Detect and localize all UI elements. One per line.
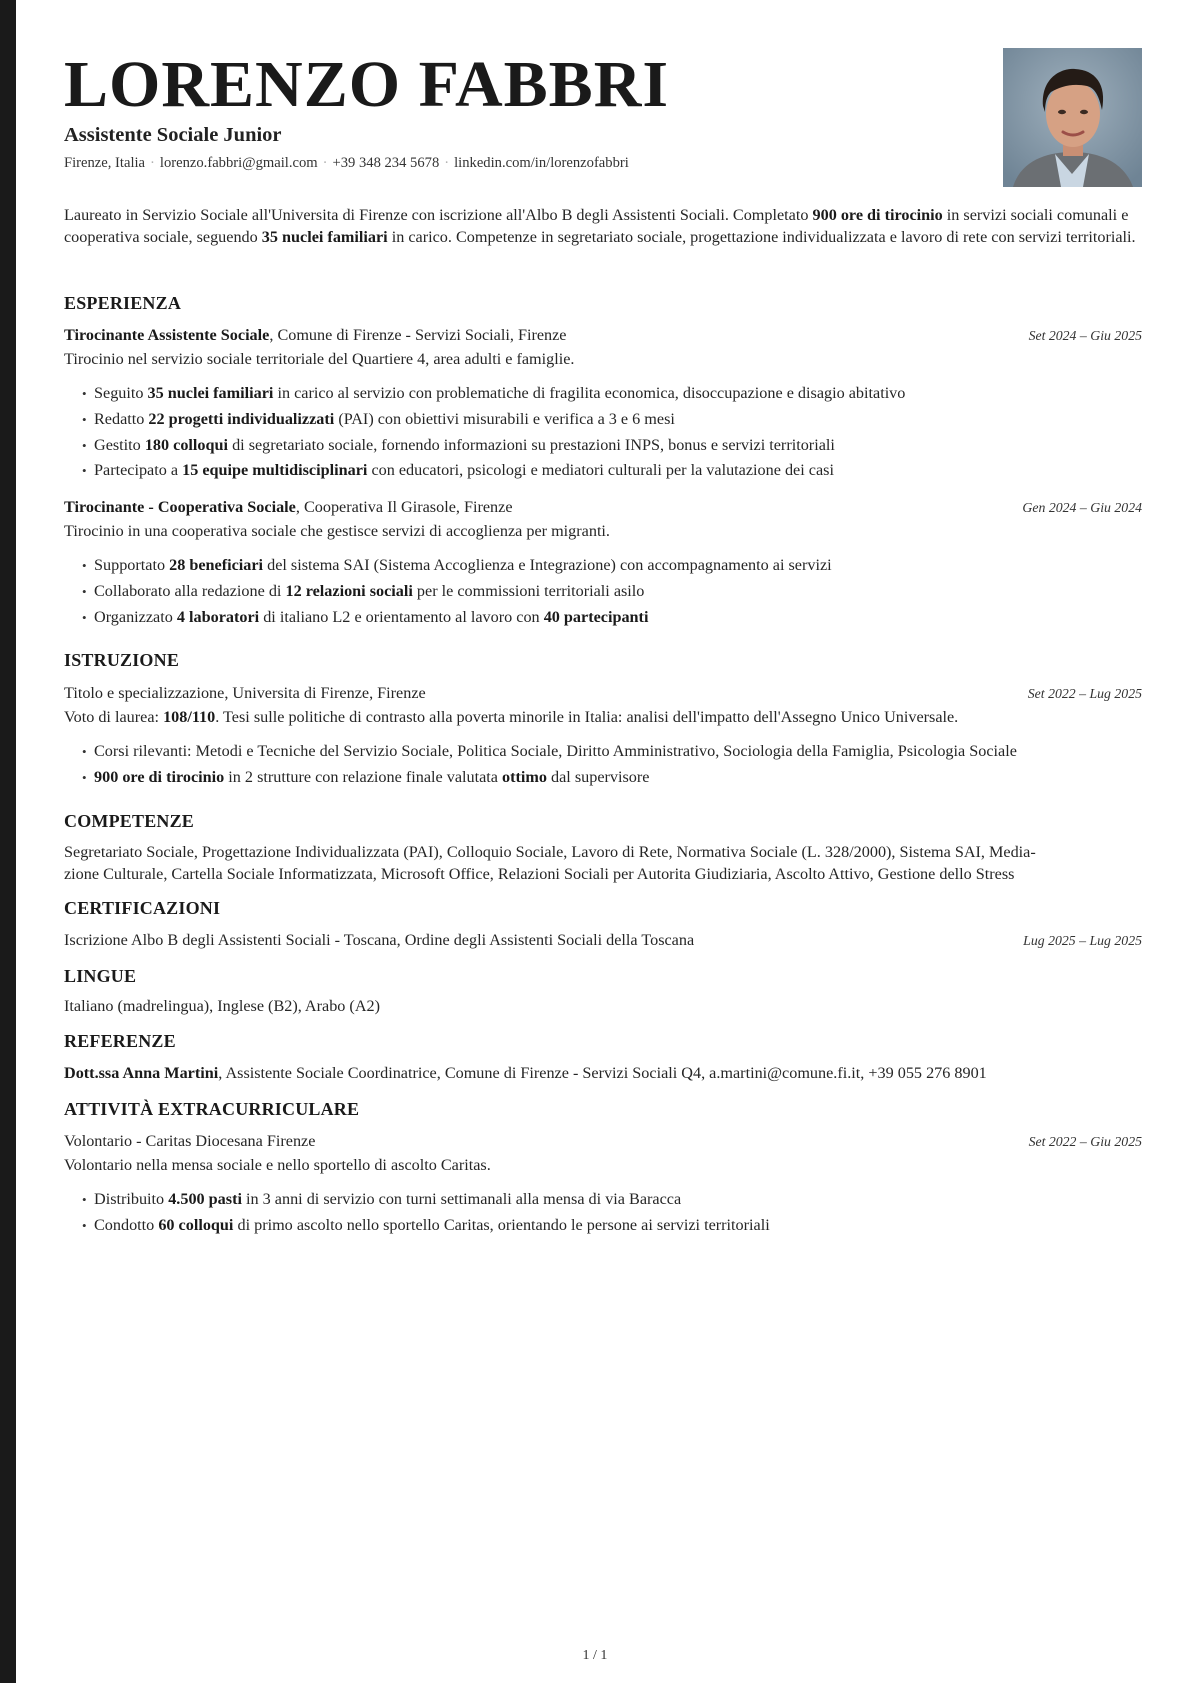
- bullet-item: • Condotto 60 colloqui di primo ascolto nello sportello Caritas, orientando le persone ai servizi territoriali: [82, 1213, 1142, 1239]
- activity-title: Volontario - Caritas Diocesana Firenze: [64, 1132, 316, 1150]
- job-date: Gen 2024 – Giu 2024: [1022, 500, 1142, 515]
- job-description: Tirocinio nel servizio sociale territoriale del Quartiere 4, area adulti e famiglie.: [64, 350, 575, 368]
- separator: ·: [322, 155, 328, 171]
- left-accent-bar: [0, 0, 16, 1683]
- bullet-item: • Collaborato alla redazione di 12 relazioni sociali per le commissioni territoriali asilo: [82, 579, 1142, 605]
- experience-entry-2-bullets: [82, 553, 1142, 630]
- skills-line-2: zione Culturale, Cartella Sociale Informatizzata, Microsoft Office, Relazioni Sociali per Autorita Giudiziaria, Ascolto Attivo, Gestione dello Stress: [64, 865, 1015, 883]
- bullet-item: • Seguito 35 nuclei familiari in carico al servizio con problematiche di fragilita economica, disoccupazione e disagio abitativo: [82, 381, 1142, 407]
- certification-date: Lug 2025 – Lug 2025: [1023, 933, 1142, 948]
- section-heading-extracurricular: ATTIVITÀ EXTRACURRICULARE: [64, 1099, 360, 1119]
- summary-text: in servizi sociali comunali e cooperativa sociale, seguendo: [64, 206, 1129, 246]
- reference-details: , Assistente Sociale Coordinatrice, Comune di Firenze - Servizi Sociali Q4, a.martini@comune.fi.it, +39 055 276 8901: [218, 1064, 987, 1082]
- activity-date: Set 2022 – Giu 2025: [1028, 1134, 1142, 1149]
- job-role: Tirocinante Assistente Sociale: [64, 326, 270, 344]
- contact-linkedin[interactable]: linkedin.com/in/lorenzofabbri: [454, 155, 629, 171]
- job-date: Set 2024 – Giu 2025: [1028, 328, 1142, 343]
- summary-text: Laureato in Servizio Sociale all'Universita di Firenze con iscrizione all'Albo B degli Assistenti Sociali. Completato: [64, 206, 813, 224]
- summary-text: in carico. Competenze in segretariato sociale, progettazione individualizzata e lavoro di rete con servizi territoriali.: [387, 227, 1136, 246]
- certification-name: Iscrizione Albo B degli Assistenti Sociali - Toscana, Ordine degli Assistenti Sociali della Toscana: [64, 931, 695, 949]
- skills-line-1: Segretariato Sociale, Progettazione Individualizzata (PAI), Colloquio Sociale, Lavoro di Rete, Normativa Sociale (L. 328/2000), Sistema SAI, Media-: [64, 843, 1036, 861]
- bullet-item: • Distribuito 4.500 pasti in 3 anni di servizio con turni settimanali alla mensa di via Baracca: [82, 1187, 1142, 1213]
- candidate-name: LORENZO FABBRI: [64, 48, 670, 121]
- certification-entry: [64, 930, 1142, 951]
- separator: ·: [150, 155, 155, 171]
- candidate-title: Assistente Sociale Junior: [64, 124, 282, 146]
- contact-email[interactable]: lorenzo.fabbri@gmail.com: [159, 155, 318, 171]
- reference-entry: [64, 1063, 1142, 1084]
- languages-list: Italiano (madrelingua), Inglese (B2), Arabo (A2): [64, 997, 380, 1015]
- experience-entry-1-header: [64, 325, 1142, 346]
- education-degree: Titolo e specializzazione, Universita di Firenze, Firenze: [64, 684, 426, 702]
- reference-name: Dott.ssa Anna Martini: [64, 1064, 219, 1082]
- section-heading-skills: COMPETENZE: [64, 811, 195, 831]
- section-heading-experience: ESPERIENZA: [64, 293, 182, 313]
- activity-description: Volontario nella mensa sociale e nello sportello di ascolto Caritas.: [64, 1156, 491, 1174]
- resume-page: [64, 0, 1142, 1234]
- education-header: [64, 683, 1142, 704]
- section-heading-languages: LINGUE: [64, 966, 137, 986]
- summary-highlight: 35 nuclei familiari: [261, 227, 388, 246]
- bullet-item: • Corsi rilevanti: Metodi e Tecniche del Servizio Sociale, Politica Sociale, Diritto Amministrativo, Sociologia della Famiglia, Psicologia Sociale: [82, 739, 1142, 765]
- profile-photo: [1003, 48, 1142, 187]
- resume-header: [64, 0, 1142, 200]
- bullet-item: • Redatto 22 progetti individualizzati (PAI) con obiettivi misurabili e verifica a 3 e 6 mesi: [82, 407, 1142, 433]
- summary-highlight: 900 ore di tirocinio: [812, 206, 943, 224]
- extracurricular-header: [64, 1131, 1142, 1152]
- education-date: Set 2022 – Lug 2025: [1027, 686, 1142, 701]
- bullet-item: • Gestito 180 colloqui di segretariato sociale, fornendo informazioni su prestazioni INPS, bonus e servizi territoriali: [82, 433, 1142, 459]
- section-heading-education: ISTRUZIONE: [64, 650, 180, 670]
- contact-location: Firenze, Italia: [64, 155, 146, 171]
- profile-summary: [64, 205, 1142, 248]
- bullet-item: • Partecipato a 15 equipe multidisciplinari con educatori, psicologi e mediatori culturali per la valutazione dei casi: [82, 458, 1142, 484]
- job-role: Tirocinante - Cooperativa Sociale: [64, 498, 296, 516]
- page-number: 1 / 1: [582, 1648, 608, 1663]
- job-org: , Cooperativa Il Girasole, Firenze: [295, 498, 513, 516]
- experience-entry-1-bullets: [82, 381, 1142, 484]
- section-heading-references: REFERENZE: [64, 1031, 176, 1051]
- section-heading-certifications: CERTIFICAZIONI: [64, 898, 221, 918]
- contact-phone[interactable]: +39 348 234 5678: [332, 155, 440, 171]
- job-org: , Comune di Firenze - Servizi Sociali, Firenze: [269, 326, 567, 344]
- job-description: Tirocinio in una cooperativa sociale che gestisce servizi di accoglienza per migranti.: [64, 522, 610, 540]
- extracurricular-bullets: [82, 1187, 1142, 1239]
- bullet-item: • Organizzato 4 laboratori di italiano L2 e orientamento al lavoro con 40 partecipanti: [82, 605, 1142, 631]
- experience-entry-2-header: [64, 497, 1142, 518]
- contact-line: [64, 155, 629, 172]
- bullet-item: • 900 ore di tirocinio in 2 strutture con relazione finale valutata ottimo dal supervisore: [82, 765, 1142, 791]
- separator: ·: [444, 155, 450, 171]
- education-bullets: [82, 739, 1142, 791]
- bullet-item: • Supportato 28 beneficiari del sistema SAI (Sistema Accoglienza e Integrazione) con accompagnamento ai servizi: [82, 553, 1142, 579]
- education-description: Voto di laurea: 108/110. Tesi sulle politiche di contrasto alla poverta minorile in Italia: analisi dell'impatto dell'Assegno Unico Universale.: [64, 708, 959, 726]
